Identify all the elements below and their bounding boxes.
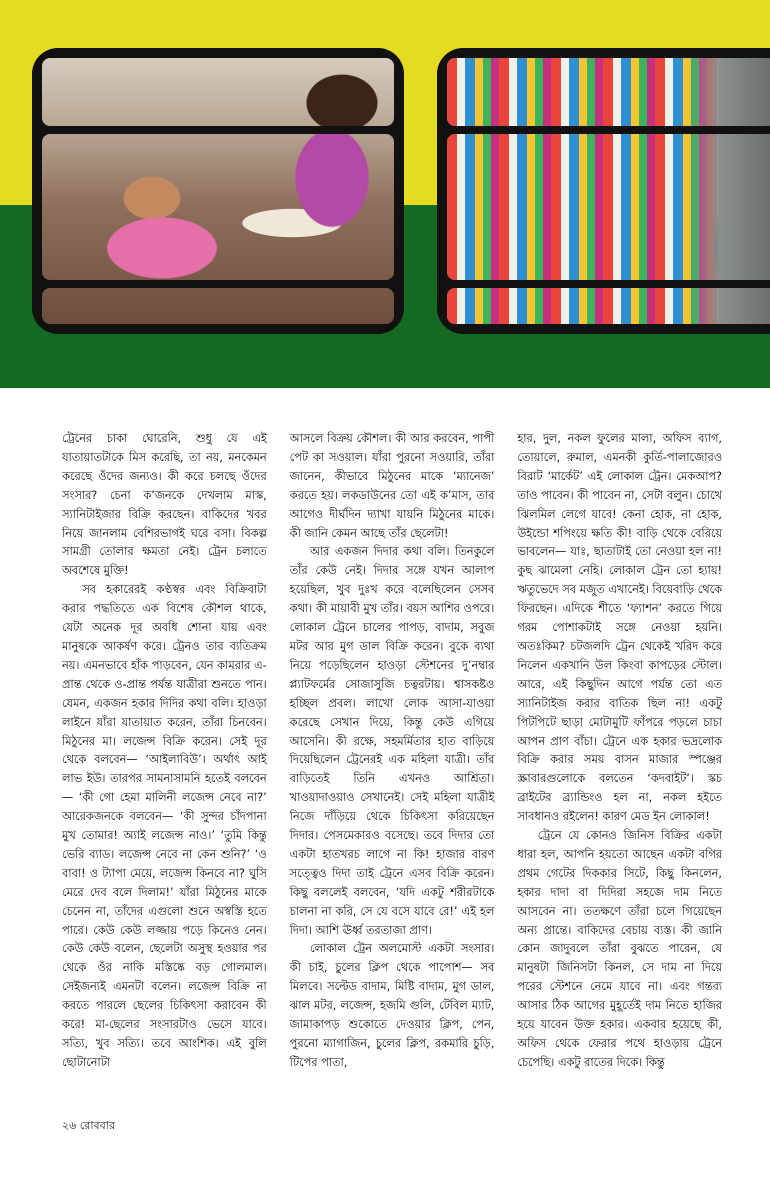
window-pane-top bbox=[42, 58, 394, 126]
window-pane-middle bbox=[447, 134, 770, 280]
window-pane-bottom bbox=[42, 288, 394, 324]
window-pane-middle bbox=[42, 134, 394, 280]
window-pane-top bbox=[447, 58, 770, 126]
paragraph: ট্রেনের চাকা ঘোরেনি, শুধু যে এই যাতায়াতটাকে মিস করেছি, তা নয়, মনকেমন করেছে ওঁদের জন্যও। কী করে চলছে ওঁদের সংসার? চেনা ক’জনকে দেখলাম মাস্ক, স্যানিটাইজার বিক্রি করছেন। বাকিদের খবর নিয়ে জানলাম বেশিরভাগই ঘরে বসা। বিকল্প সামগ্রী তোলার ক্ষমতা নেই। ট্রেন চলাতে অবশেষে মুক্তি! bbox=[62, 432, 267, 578]
page-folio: ২৬ রোববার bbox=[62, 1119, 115, 1132]
text-column-1 bbox=[62, 430, 267, 1095]
window-pane-bottom bbox=[447, 288, 770, 324]
text-column-2 bbox=[290, 430, 495, 1095]
paragraph: হার, দুল, নকল ফুলের মালা, অফিস ব্যাগ, তোয়ালে, রুমাল, এমনকী কুর্তি-পালাজোরও বিরাট ‘মার্কেট’ এই লোকাল ট্রেন। মেকআপ? তাও পাবেন। কী পাবেন না, সেটা বলুন। চোখে ঝিলমিল লেগে যাবে! কেনা হোক, না হোক, উইন্ডো শপিংয়ে ক্ষতি কী! বাড়ি থেকে বেরিয়ে ভাবলেন— যাঃ, ছাতাটাই তো নেওয়া হল না! কুছ ঝামেলা নেহি। লোকাল ট্রেন তো হ্যায়! ঋতুভেদে সব মজুত এখানেই। বিয়েবাড়ি থেকে ফিরছেন। এদিকে শীতে ‘ফ্যাশন’ করতে গিয়ে গরম পোশাকটাই সঙ্গে নেওয়া হয়নি। অতঃকিম? চটজলদি ট্রেন থেকেই খরিদ করে নিলেন একখানি উল কিংবা কাপড়ের স্টোল। আরে, এই কিছুদিন আগে পর্যন্ত তো এত স্যানিটাইজ করার বাতিক ছিল না! একটু পিটপিটে ছাড়া মোটামুটি ফাঁপরে পড়লে চাচা আপন প্রাণ বাঁচা। ট্রেনে এক হকার ভদ্রলোক বিক্রি করার সময় বাসন মাজার স্পঞ্জের স্ক্রাবারগুলোকে বলতেন ‘কদবাইট’। স্কচ ব্রাইটের ব্র্যান্ডিংও হল না, নকল হইতে সাবধানও রইলেন! কারণ মেড ইন লোকাল! bbox=[517, 432, 723, 824]
text-column-3 bbox=[517, 430, 722, 1095]
article-body bbox=[62, 430, 722, 1095]
photo-left-train-window bbox=[32, 48, 404, 334]
paragraph: লোকাল ট্রেন অলমোস্ট একটা সংসার। কী চাই, চুলের ক্লিপ থেকে পাপোশ— সব মিলবে। সল্টেড বাদাম, মিষ্টি বাদাম, মুগ ডাল, ঝাল মটর, লজেন্স, হজমি গুলি, টেবিল ম্যাট, জামাকাপড় শুকোতে দেওয়ার ক্লিপ, পেন, পুরনো ম্যাগাজিন, চুলের ক্লিপ, রকমারি চুড়ি, টিপের পাতা, bbox=[289, 942, 495, 1069]
paragraph: আর একজন দিদার কথা বলি। তিনকুলে তাঁর কেউ নেই। দিদার সঙ্গে যখন আলাপ হয়েছিল, খুব দুঃখ করে বলেছিলেন সেসব কথা। কী মায়াবী মুখ তাঁর। বয়স আশির ওপরে। লোকাল ট্রেনে চালের পাপড়, বাদাম, সবুজ মটর আর মুগ ডাল বিক্রি করেন। বুকে ব্যথা নিয়ে পড়েছিলেন হাওড়া স্টেশনের দু’নম্বার প্ল্যাটফর্মের সোজাসুজি চত্বরটায়। শ্বাসকষ্টও হচ্ছিল প্রবল। লাখো লোক আসা-যাওয়া করেছে সেখান দিয়ে, কিন্তু কেউ এগিয়ে আসেনি। কী রক্ষে, সহমর্মিতার হাত বাড়িয়ে দিয়েছিলেন ট্রেনেরই এক মহিলা যাত্রী। তাঁর বাড়িতেই তিনি এখনও আশ্রিতা। খাওয়াদাওয়াও সেখানেই। সেই মহিলা যাত্রীই নিজে দাঁড়িয়ে থেকে চিকিৎসা করিয়েছেন দিদার। পেসমেকারও বসেছে। তবে দিদার তো একটা হাতখরচ লাগে না কি! হাজার বারণ সত্ত্বেও দিদা তাই ট্রেনে এসব বিক্রি করেন। কিছু বললেই বলবেন, ‘যদি একটু শরীরটাকে চালনা না করি, সে যে বসে যাবে রে!’ এই হল দিদা। আশি ঊর্ধ্ব তরতাজা প্রাণ। bbox=[289, 545, 495, 937]
paragraph: সব হকারেরই কণ্ঠস্বর এবং বিক্রিবাটা করার পদ্ধতিতে এক বিশেষ কৌশল থাকে, যেটা অনেক দূর অবধি শোনা যায় এবং মানুষকে আকর্ষণ করে। ট্রেনও তার ব্যতিক্রম নয়। এমনভাবে হাঁক পাড়বেন, যেন কামরার এ-প্রান্ত থেকে ও-প্রান্ত পর্যন্ত যাত্রীরা শুনতে পান। যেমন, একজন হকার দিদির কথা বলি। হাওড়া লাইনে যাঁরা যাতায়াত করেন, তাঁরা চিনবেন। মিঠুনের মা। লজেন্স বিক্রি করেন। সেই দূর থেকে বলবেন— ‘আইলাবিউ’। অর্থাৎ আই লাভ ইউ। তারপর সামনাসামনি হতেই বলবেন— ‘কী গো হেমা মালিনী লজেন্স নেবে না?’ আরেকজনকে বলবেন— ‘কী সুন্দর চাঁদপানা মুখ তোমার! অ্যাই লজেন্স নাও।’ ‘তুমি কিন্তু ভেরি ব্যাড। লজেন্স নেবে না কেন শুনি?’ ‘ও বাবা! ও ট্যাপা মেয়ে, লজেন্স কিনবে না? ঘুসি মেরে দেব বলে দিলাম!’ যাঁরা মিঠুনের মাকে চেনেন না, তাঁদের এগুলো শুনে অস্বস্তি হতে পারে। কেউ কেউ লজ্জায় পড়ে কিনেও নেন। কেউ কেউ বলেন, ছেলেটা অসুস্থ হওয়ার পর থেকে ওঁর নাকি মস্তিষ্কে বড় গোলমাল। সেইজন্যই এমনটা বলেন। লজেন্স বিক্রি না করতে পারলে ছেলের চিকিৎসা করাবেন কী করে! মা-ছেলের সংসারটাও ভেসে যাবে। সত্যি, খুব সত্যি। তবে আংশিক। এই বুলি ছোটানোটা bbox=[62, 583, 267, 1069]
paragraph: আসলে বিক্রয় কৌশল। কী আর করবেন, পাপী পেট কা সওয়াল। যাঁরা পুরনো সওয়ারি, তাঁরা জানেন, কীভাবে মিঠুনের মাকে ‘ম্যানেজ’ করতে হয়। লকডাউনের তো এই ক’মাস, তার আগেও দীর্ঘদিন দ্যাখা যায়নি মিঠুনের মাকে। কী জানি কেমন আছে তাঁর ছেলেটা! bbox=[289, 432, 495, 540]
paragraph: ট্রেনে যে কোনও জিনিস বিক্রির একটা ধারা হল, আপনি হয়তো আছেন একটা বগির প্রথম গেটের দিককার সিটে, কিছু কিনলেন, হকার দাদা বা দিদিরা সহজে দাম নিতে আসবেন না। ততক্ষণে তাঁরা চলে গিয়েছেন অন্য প্রান্তে। বাকিদের বেচায় ব্যস্ত। কী জানি কোন জাদুবলে তাঁরা বুঝতে পারেন, যে মানুষটা জিনিসটা কিনল, সে দাম না দিয়ে পরের স্টেশনে নেমে যাবে না। এবং গন্তব্য আসার ঠিক আগের মুহূর্তেই দাম নিতে হাজির হয়ে যাবেন উক্ত হকার। একবার হয়েছে কী, অফিস থেকে ফেরার পথে হাওড়ায় ট্রেনে চেপেছি। একটু রাতের দিকে। কিন্তু bbox=[517, 829, 723, 1069]
photo-right-train-window bbox=[437, 48, 770, 334]
